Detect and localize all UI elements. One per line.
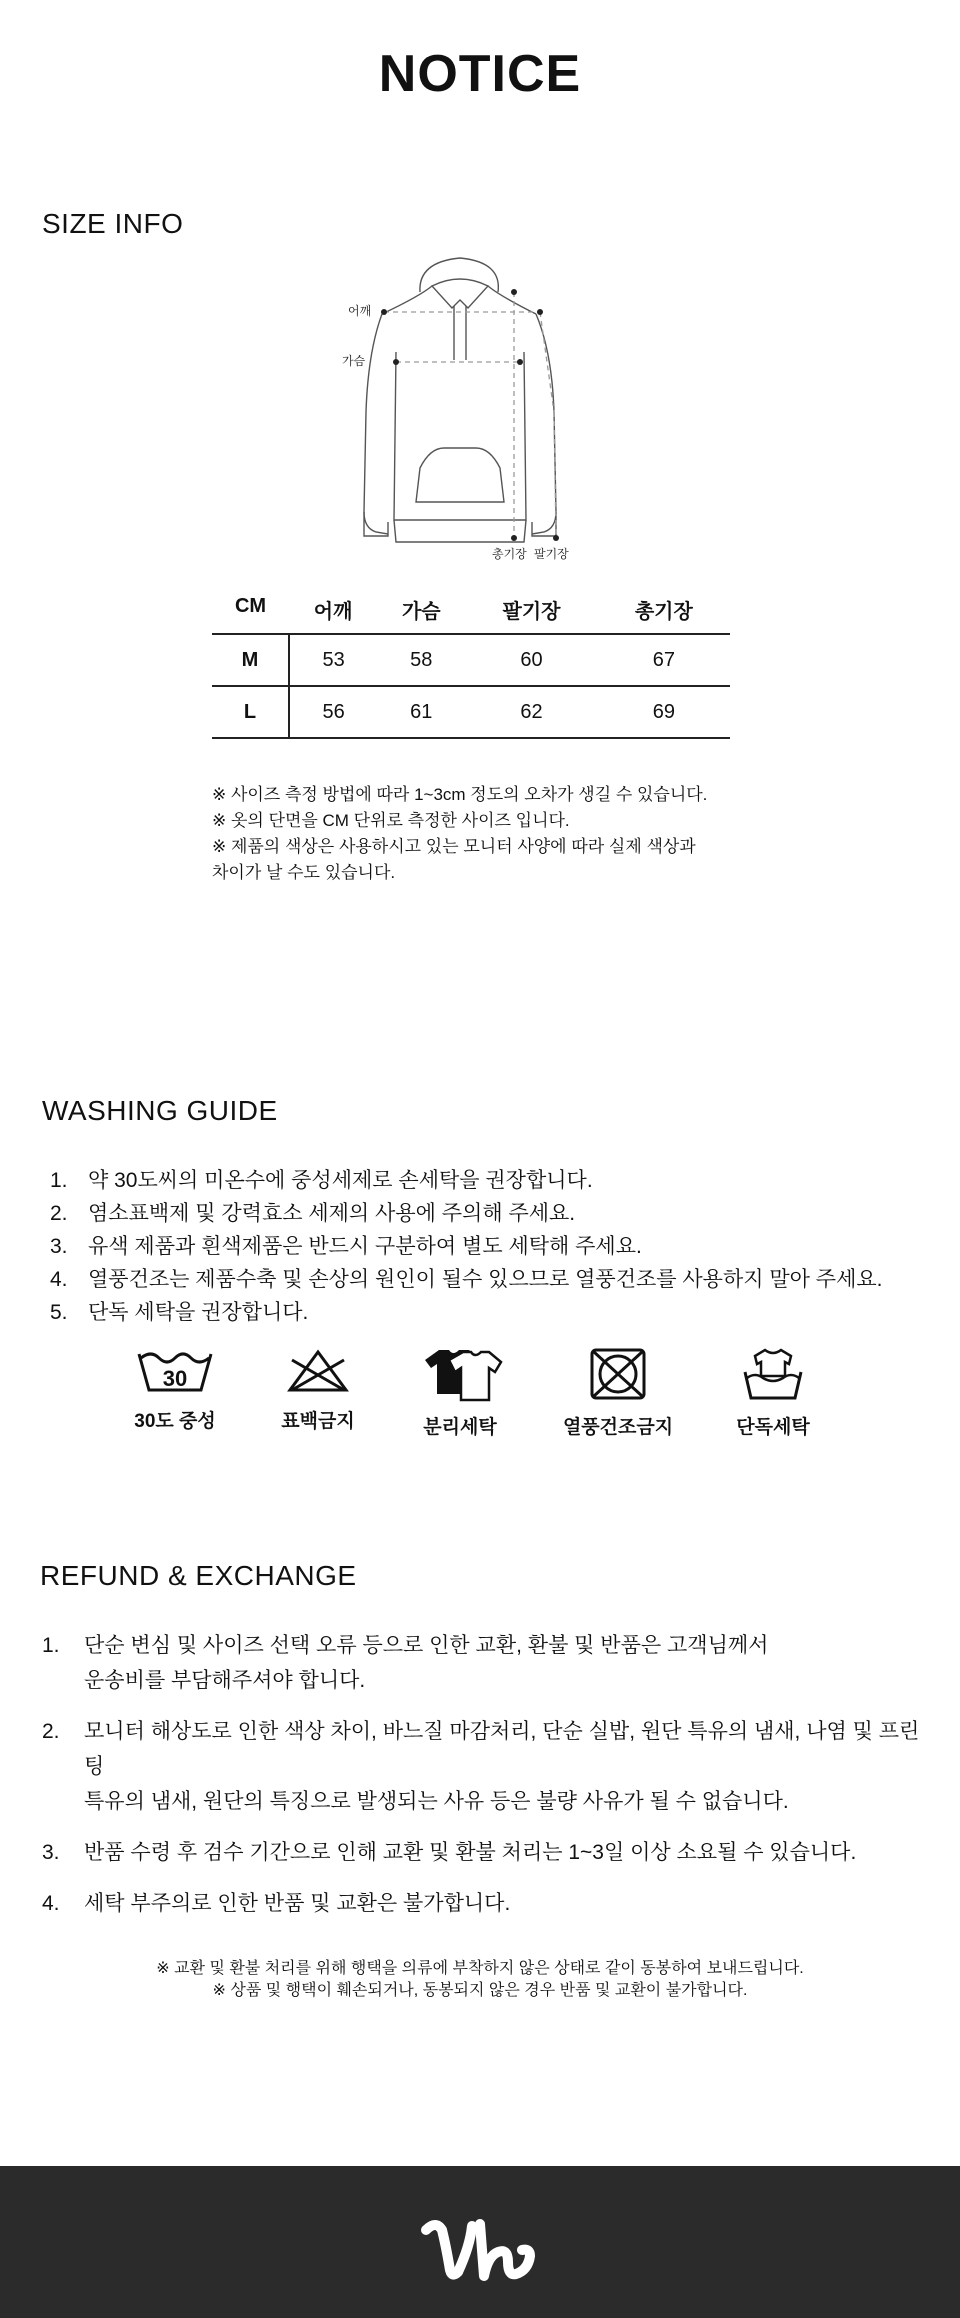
no-tumble-dry-icon (578, 1346, 658, 1402)
list-text: 유색 제품과 흰색제품은 반드시 구분하여 별도 세탁해 주세요. (88, 1235, 642, 1258)
list-number: 1. (42, 1634, 60, 1657)
list-item (50, 1164, 882, 1197)
footnote: ※ 교환 및 환불 처리를 위해 행택을 의류에 부착하지 않은 상태로 같이 동봉하여 보내드립니다. (156, 1960, 804, 1977)
size-table-header-cell: 어깨 (289, 595, 377, 634)
list-text-line: 모니터 해상도로 인한 색상 차이, 바느질 마감처리, 단순 실밥, 원단 특유의 냄새, 나염 및 프린팅 (84, 1720, 920, 1778)
list-item (42, 1835, 922, 1870)
size-table (212, 595, 730, 739)
diagram-label-total-length: 총기장 (492, 547, 527, 561)
washing-guide-heading: WASHING GUIDE (42, 1095, 278, 1126)
list-text: 단독 세탁을 권장합니다. (88, 1301, 309, 1324)
care-icon-item (703, 1346, 843, 1439)
care-icon-label: 표백금지 (281, 1411, 355, 1432)
footnote: ※ 상품 및 행택이 훼손되거나, 동봉되지 않은 경우 반품 및 교환이 불가합니다. (212, 1982, 748, 1999)
list-number: 5. (50, 1301, 68, 1324)
hoodie-diagram (340, 252, 580, 572)
list-text-line: 단순 변심 및 사이즈 선택 오류 등으로 인한 교환, 환불 및 반품은 고객님께서 (84, 1634, 769, 1657)
page-title: NOTICE (378, 45, 582, 103)
care-icon-label: 단독세탁 (736, 1417, 810, 1438)
list-item (42, 1628, 922, 1698)
list-item (50, 1263, 882, 1296)
diagram-label-chest: 가슴 (342, 354, 366, 368)
washing-list (50, 1164, 882, 1329)
size-note: ※ 제품의 색상은 사용하시고 있는 모니터 사양에 따라 실제 색상과 (212, 837, 696, 856)
list-item (42, 1886, 922, 1921)
list-item (50, 1197, 882, 1230)
list-text-line: 세탁 부주의로 인한 반품 및 교환은 불가합니다. (84, 1892, 511, 1915)
separate-wash-icon (415, 1346, 505, 1402)
size-notes (212, 782, 707, 886)
list-number: 3. (42, 1841, 60, 1864)
size-note: ※ 사이즈 측정 방법에 따라 1~3cm 정도의 오차가 생길 수 있습니다. (212, 785, 708, 804)
table-cell-size: L (212, 686, 289, 738)
table-cell: 67 (598, 634, 730, 686)
table-cell-size: M (212, 634, 289, 686)
list-number: 2. (50, 1202, 68, 1225)
size-table-header-cell: CM (212, 595, 289, 634)
diagram-label-shoulder: 어깨 (348, 304, 372, 318)
list-text (84, 1714, 922, 1819)
table-cell: 56 (289, 686, 377, 738)
footer (0, 2166, 960, 2318)
list-text-line: 운송비를 부담해주셔야 합니다. (84, 1669, 366, 1692)
list-item (42, 1714, 922, 1819)
size-info-heading: SIZE INFO (42, 208, 184, 239)
list-text: 열풍건조는 제품수축 및 손상의 원인이 될수 있으므로 열풍건조를 사용하지 말아 주세요. (88, 1268, 883, 1291)
care-icon-label: 열풍건조금지 (562, 1417, 674, 1438)
refund-heading: REFUND & EXCHANGE (40, 1560, 357, 1591)
list-number: 1. (50, 1169, 68, 1192)
care-icons (100, 1346, 860, 1456)
table-row (212, 686, 730, 738)
list-item (50, 1230, 882, 1263)
list-text: 약 30도씨의 미온수에 중성세제로 손세탁을 권장합니다. (88, 1169, 593, 1192)
table-cell: 62 (465, 686, 597, 738)
brand-logo (420, 2216, 540, 2286)
size-note: ※ 옷의 단면을 CM 단위로 측정한 사이즈 입니다. (212, 811, 570, 830)
table-cell: 69 (598, 686, 730, 738)
care-icon-item (105, 1346, 245, 1433)
table-row (212, 634, 730, 686)
list-number: 3. (50, 1235, 68, 1258)
care-icon-item (390, 1346, 530, 1439)
list-number: 2. (42, 1720, 60, 1743)
list-number: 4. (50, 1268, 68, 1291)
table-cell: 58 (377, 634, 465, 686)
refund-list (42, 1628, 922, 1937)
size-table-header-cell: 팔기장 (465, 595, 597, 634)
wash-alone-icon (733, 1346, 813, 1402)
size-table-header-cell: 총기장 (598, 595, 730, 634)
size-table-header (212, 595, 730, 634)
list-item (50, 1296, 882, 1329)
list-text-line: 반품 수령 후 검수 기간으로 인해 교환 및 환불 처리는 1~3일 이상 소요될 수 있습니다. (84, 1841, 857, 1864)
list-text (84, 1628, 768, 1698)
table-cell: 60 (465, 634, 597, 686)
list-text: 염소표백제 및 강력효소 세제의 사용에 주의해 주세요. (88, 1202, 576, 1225)
wash-30-icon (135, 1346, 215, 1396)
care-icon-label: 분리세탁 (423, 1417, 497, 1438)
list-number: 4. (42, 1892, 60, 1915)
refund-footnotes (0, 1958, 960, 2002)
table-cell: 53 (289, 634, 377, 686)
wash-temp-text: 30 (162, 1366, 188, 1391)
care-icon-label: 30도 중성 (134, 1411, 216, 1432)
no-bleach-icon (278, 1346, 358, 1396)
list-text-line: 특유의 냄새, 원단의 특징으로 발생되는 사유 등은 불량 사유가 될 수 없습니다. (84, 1790, 789, 1813)
size-table-header-cell: 가슴 (377, 595, 465, 634)
diagram-label-sleeve: 팔기장 (534, 547, 569, 561)
care-icon-item (248, 1346, 388, 1433)
size-note: 차이가 날 수도 있습니다. (212, 863, 396, 882)
care-icon-item (548, 1346, 688, 1439)
table-cell: 61 (377, 686, 465, 738)
